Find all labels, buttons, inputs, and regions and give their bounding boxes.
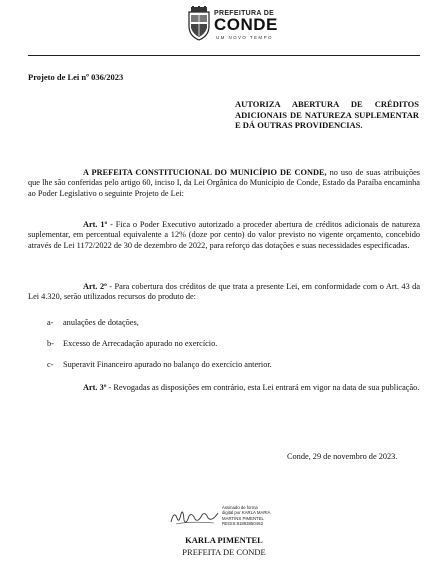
digital-signature-line: REGIS:81893850463 bbox=[222, 520, 263, 526]
org-name-small: PREFEITURA DE bbox=[214, 10, 275, 17]
article-2-label: Art. 2º bbox=[83, 282, 107, 291]
list-item bbox=[47, 339, 217, 348]
header-divider bbox=[28, 55, 420, 56]
article-3-label: Art. 3º bbox=[83, 383, 107, 392]
digital-signature-line: digital por KARLA MARIA bbox=[222, 510, 271, 516]
digital-signature-line: MARTINS PIMENTEL bbox=[222, 515, 264, 521]
signer-role: PREFEITA DE CONDE bbox=[182, 547, 266, 557]
preamble-heading: A PREFEITA CONSTITUCIONAL DO MUNICÍPIO DE CONDE, bbox=[83, 168, 327, 177]
org-tagline: UM NOVO TEMPO bbox=[216, 35, 273, 40]
list-item-text: anulações de dotações, bbox=[63, 318, 139, 327]
bill-summary: AUTORIZA ABERTURA DE CRÉDITOS ADICIONAIS DE NATUREZA SUPLEMENTAR E DÁ OUTRAS PROVIDENCIAS. bbox=[235, 99, 419, 130]
article-1-label: Art. 1º bbox=[83, 220, 108, 229]
digital-signature-stamp bbox=[222, 505, 292, 526]
list-item bbox=[47, 318, 139, 327]
article-1-text: - Fica o Poder Executivo autorizado a proceder abertura de créditos adicionais de natureza suplementar, em percentual equivalente a 12% (doze por cento) do valor previsto no vigente orçamento, concebido através de Lei 1172/2022 de 30 de dezembro de 2022, para reforço das dotações e suas necessidades especificadas. bbox=[28, 220, 420, 250]
bill-number: Projeto de Lei nº 036/2023 bbox=[28, 72, 124, 82]
article-2 bbox=[28, 282, 420, 303]
digital-signature-line: Assinado de forma bbox=[222, 505, 258, 510]
org-name: CONDE bbox=[214, 15, 278, 34]
article-1 bbox=[28, 220, 420, 251]
letterhead bbox=[0, 4, 448, 48]
list-item-text: Excesso de Arrecadação apurado no exercício. bbox=[63, 339, 218, 348]
preamble-paragraph bbox=[28, 168, 420, 199]
list-item bbox=[47, 360, 272, 369]
municipal-crest-logo bbox=[185, 6, 213, 42]
article-3 bbox=[28, 383, 420, 393]
article-3-text: - Revogadas as disposições em contrário, esta Lei entrará em vigor na data de sua publicação. bbox=[106, 383, 420, 392]
place-and-date: Conde, 29 de novembro de 2023. bbox=[287, 452, 398, 461]
list-item-letter: b- bbox=[47, 339, 54, 348]
list-item-text: Superavit Financeiro apurado no balanço do exercício anterior. bbox=[63, 360, 272, 369]
article-2-text: - Para cobertura dos créditos de que trata a presente Lei, em conformidade com o Art. 43 da Lei 4.320, serão utilizados recursos do produto de: bbox=[28, 282, 420, 302]
preamble-text: no uso de suas atribuições que lhe são conferidas pelo artigo 60, inciso I, da Lei Orgânica do Município de Conde, Estado da Paraíba encaminha ao Poder Legislativo o seguinte Projeto de Lei: bbox=[28, 168, 421, 198]
handwritten-signature bbox=[168, 504, 222, 530]
list-item-letter: c- bbox=[47, 360, 54, 369]
list-item-letter: a- bbox=[47, 318, 54, 327]
signer-name: KARLA PIMENTEL bbox=[185, 535, 263, 545]
